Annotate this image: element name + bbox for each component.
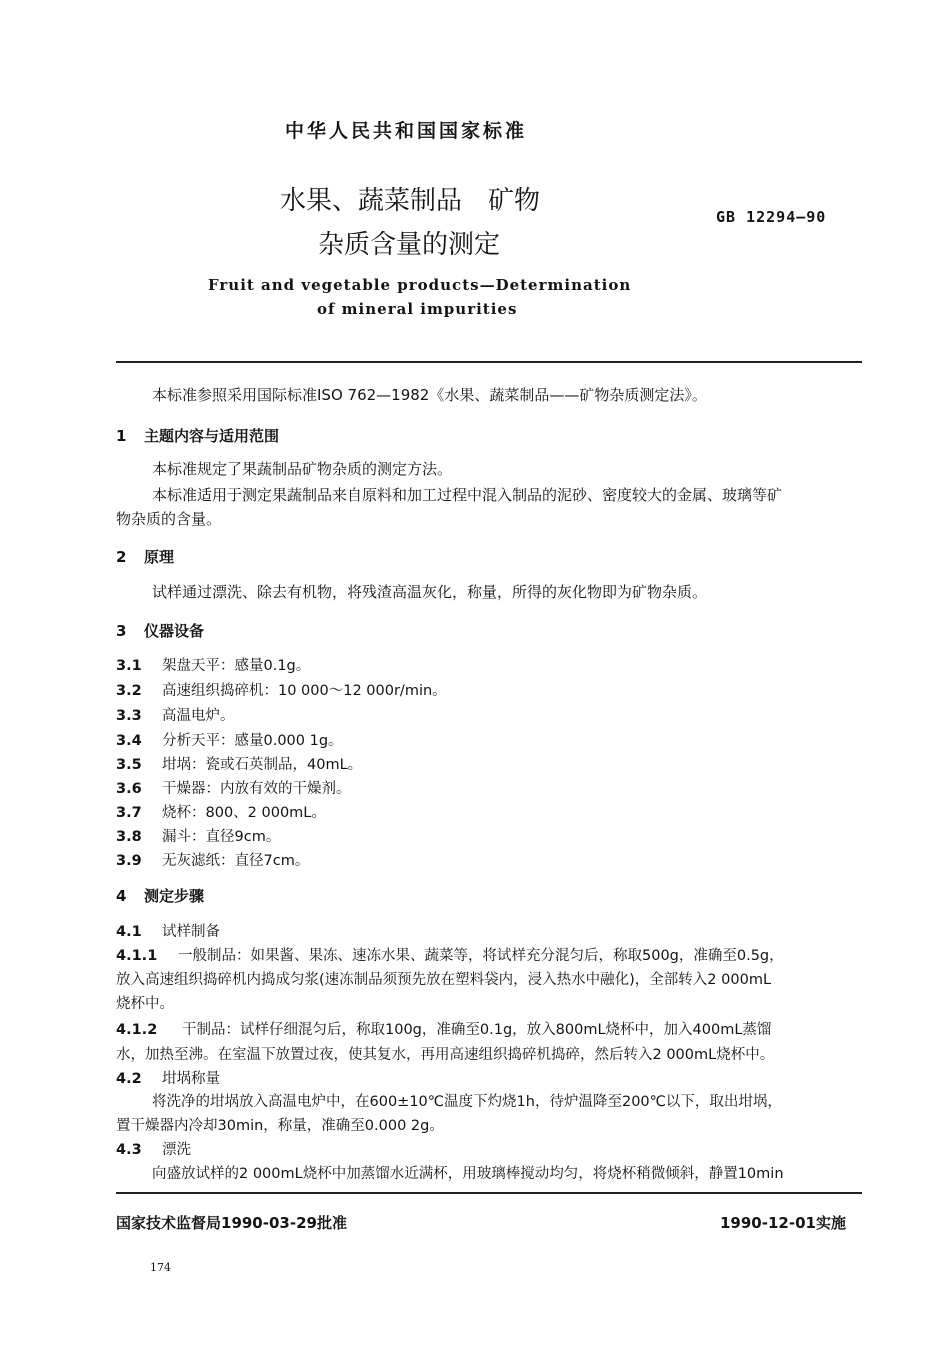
title-line-2: 杂质含量的测定	[318, 230, 501, 260]
subsection-4-3-line-1: 向盛放试样的2 000mL烧杯中加蒸馏水近满杯，用玻璃棒搅动均匀，将烧杯稍微倾斜，静置10min	[152, 1166, 784, 1182]
subsection-4-1-1-line-2: 放入高速组织捣碎机内捣成匀浆(速冻制品须预先放在塑料袋内，浸入热水中融化)，全部转入2 000mL	[116, 972, 772, 988]
approval-date: 国家技术监督局1990-03-29批准	[116, 1214, 347, 1232]
title-line-1: 水果、蔬菜制品 矿物	[280, 186, 541, 216]
section-title: 主题内容与适用范围	[144, 427, 280, 445]
effective-date: 1990-12-01实施	[720, 1214, 846, 1232]
equipment-item: 3.1 架盘天平：感量0.1g。	[116, 658, 311, 674]
section-number: 3	[116, 622, 127, 640]
section-1-heading	[116, 425, 279, 446]
footer-divider	[116, 1192, 862, 1194]
subsection-4-1-1: 4.1.1 一般制品：如果酱、果冻、速冻水果、蔬菜等，将试样充分混匀后，称取500g，准确至0.5g，	[116, 948, 784, 964]
header-divider	[116, 361, 862, 363]
section-number: 1	[116, 427, 127, 445]
section-4-heading	[116, 885, 204, 906]
section-3-heading	[116, 620, 204, 641]
section-title: 仪器设备	[144, 622, 205, 640]
equipment-item: 3.7 烧杯：800、2 000mL。	[116, 805, 326, 821]
section-title: 测定步骤	[144, 887, 205, 905]
standard-category: 中华人民共和国国家标准	[285, 120, 528, 142]
equipment-item: 3.6 干燥器：内放有效的干燥剂。	[116, 781, 351, 797]
page-number: 174	[150, 1261, 171, 1274]
subsection-4-1-2: 4.1.2 干制品：试样仔细混匀后，称取100g，准确至0.1g，放入800mL烧杯中，加入400mL蒸馏	[116, 1022, 772, 1038]
subsection-4-1-2-line-2: 水，加热至沸。在室温下放置过夜，使其复水，再用高速组织捣碎机捣碎，然后转入2 000mL烧杯中。	[116, 1047, 775, 1063]
section-number: 4	[116, 887, 127, 905]
english-title-line-1: Fruit and vegetable products—Determination	[208, 276, 632, 294]
subsection-4-2-line-2: 置干燥器内冷却30min，称量，准确至0.000 2g。	[116, 1118, 444, 1134]
equipment-item: 3.3 高温电炉。	[116, 708, 235, 724]
section-2-heading	[116, 546, 174, 567]
subsection-4-3-heading: 4.3 漂洗	[116, 1142, 191, 1158]
section-title: 原理	[144, 548, 175, 566]
equipment-item: 3.2 高速组织捣碎机：10 000～12 000r/min。	[116, 683, 447, 699]
equipment-item: 3.8 漏斗：直径9cm。	[116, 829, 281, 845]
english-title-line-2: of mineral impurities	[317, 300, 518, 318]
standard-code: GB 12294—90	[716, 208, 827, 226]
subsection-4-2-line-1: 将洗净的坩埚放入高温电炉中，在600±10℃温度下灼烧1h，待炉温降至200℃以下，取出坩埚，	[152, 1094, 782, 1110]
section-number: 2	[116, 548, 127, 566]
equipment-item: 3.9 无灰滤纸：直径7cm。	[116, 853, 310, 869]
intro-paragraph: 本标准参照采用国际标准ISO 762—1982《水果、蔬菜制品——矿物杂质测定法》。	[152, 386, 707, 404]
subsection-4-1-heading: 4.1 试样制备	[116, 924, 220, 940]
subsection-4-1-1-line-3: 烧杯中。	[116, 996, 174, 1012]
subsection-4-2-heading: 4.2 坩埚称量	[116, 1071, 220, 1087]
section-1-paragraph-2: 本标准适用于测定果蔬制品来自原料和加工过程中混入制品的泥砂、密度较大的金属、玻璃等矿	[152, 486, 783, 504]
section-2-paragraph: 试样通过漂洗、除去有机物，将残渣高温灰化，称量，所得的灰化物即为矿物杂质。	[152, 583, 708, 601]
section-1-paragraph-2-cont: 物杂质的含量。	[116, 510, 222, 528]
equipment-item: 3.4 分析天平：感量0.000 1g。	[116, 733, 343, 749]
equipment-item: 3.5 坩埚：瓷或石英制品，40mL。	[116, 757, 363, 773]
section-1-paragraph-1: 本标准规定了果蔬制品矿物杂质的测定方法。	[152, 460, 453, 478]
